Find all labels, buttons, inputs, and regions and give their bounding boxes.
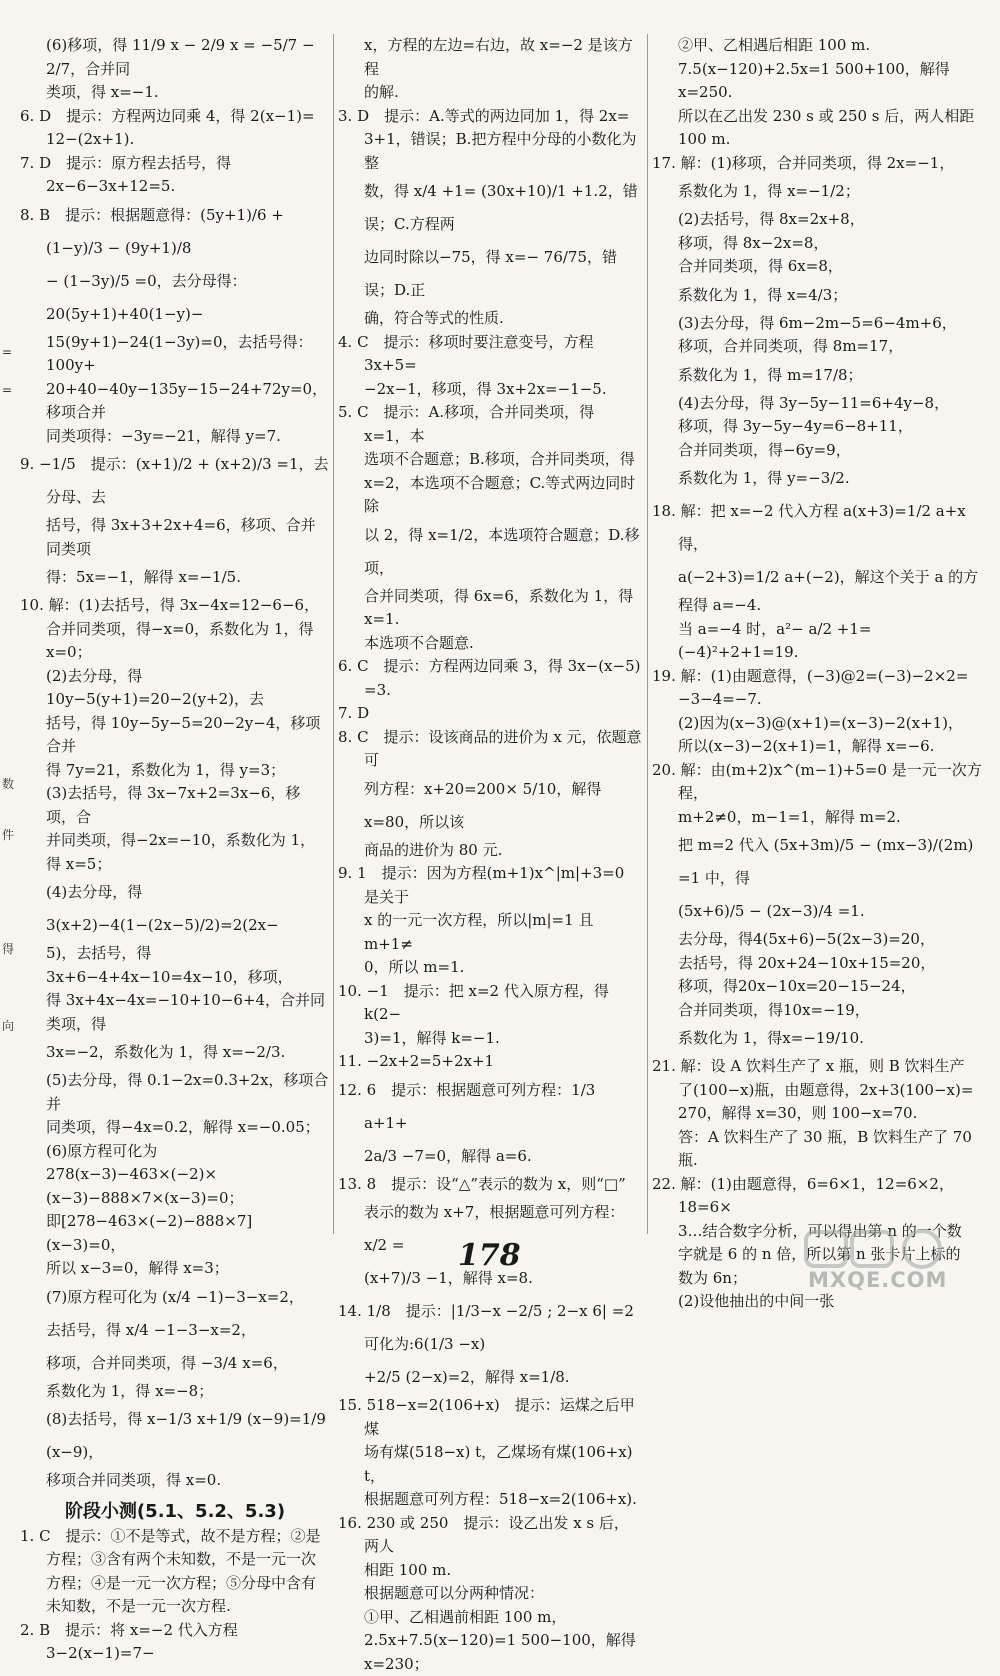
answer-line: (4)去分母，得 3y−5y−11=6+4y−8， xyxy=(678,393,950,412)
answer-line: 3x=−2，系数化为 1，得 x=−2/3. xyxy=(46,1043,286,1061)
answer-line: 得：5x=−1，解得 x=−1/5. xyxy=(46,568,241,586)
answer-line: (5x+6)/5 − (2x−3)/4 =1. xyxy=(678,902,865,920)
answer-line: 合并同类项，得10x=−19， xyxy=(678,1000,870,1019)
answer-line: 12−(2x+1). xyxy=(46,130,135,148)
answer-line: 7. D 提示：原方程去括号，得 2x−6−3x+12=5. xyxy=(20,153,232,195)
answer-line: −2x−1，移项，得 3x+2x=−1−5. xyxy=(364,379,607,398)
answer-line: 100 m. xyxy=(678,130,731,148)
answer-line: 即[278−463×(−2)−888×7](x−3)=0， xyxy=(46,1212,253,1254)
answer-line: 把 m=2 代入 (5x+3m)/5 − (mx−3)/(2m) =1 中，得 xyxy=(678,836,974,887)
column-lines xyxy=(20,34,330,1493)
answer-line: 并同类项，得−2x=−10，系数化为 1，得 x=5； xyxy=(46,831,316,873)
margin-mark: = xyxy=(2,345,13,359)
answer-line: 2. B 提示：将 x=−2 代入方程 3−2(x−1)=7− xyxy=(20,1620,238,1662)
answer-line: 答：A 饮料生产了 30 瓶，B 饮料生产了 70 瓶. xyxy=(678,1127,972,1169)
answer-line: 商品的进价为 80 元. xyxy=(364,840,503,859)
answer-line: 系数化为 1，得 x=−1/2； xyxy=(678,182,860,200)
margin-mark: 得 xyxy=(2,942,15,956)
answer-line: 场有煤(518−x) t，乙煤场有煤(106+x) t， xyxy=(364,1443,633,1485)
answer-line: 表示的数为 x+7，根据题意可列方程：x/2 = xyxy=(364,1203,625,1254)
answer-line: x=2，本选项不合题意；C.等式两边同时除 xyxy=(364,473,636,515)
answer-line: 270，解得 x=30，则 100−x=70. xyxy=(678,1104,918,1122)
answer-line: 合并同类项，得−6y=9， xyxy=(678,440,851,459)
answer-line: 未知数，不是一元一次方程. xyxy=(46,1597,231,1615)
answer-line: 所以(x−3)−2(x+1)=1，解得 x=−6. xyxy=(678,737,935,755)
answer-line: 9. 1 提示：因为方程(m+1)x^|m|+3=0 是关于 xyxy=(338,864,625,906)
answer-line: 字就是 6 的 n 倍，所以第 n 张卡片上标的 xyxy=(678,1245,961,1263)
answer-line: 3+1，错误；B.把方程中分母的小数化为整 xyxy=(364,130,637,172)
answer-line: 相距 100 m. xyxy=(364,1560,452,1579)
answer-line: 2.5x+7.5(x−120)=1 500−100，解得 x=230； xyxy=(364,1631,636,1673)
column-divider xyxy=(333,34,334,1234)
answer-line: 去分母，得4(5x+6)−5(2x−3)=20， xyxy=(678,930,935,948)
answer-line: 0，所以 m=1. xyxy=(364,958,465,976)
answer-line: − (1−3y)/5 =0，去分母得：20(5y+1)+40(1−y)− xyxy=(46,271,247,323)
answer-line: (6)移项，得 11/9 x − 2/9 x = −5/7 − 2/7，合并同 xyxy=(46,36,315,78)
answer-line: 7. D xyxy=(338,704,370,722)
answer-line: (x−3)−888×7×(x−3)=0； xyxy=(46,1188,244,1207)
answer-column-right xyxy=(652,34,982,1314)
answer-line: 2a/3 −7=0，解得 a=6. xyxy=(364,1146,532,1165)
answer-line: a(−2+3)=1/2 a+(−2)，解这个关于 a 的方 xyxy=(678,568,979,586)
answer-line: 同类项，得−4x=0.2，解得 x=−0.05； xyxy=(46,1118,320,1136)
answer-line: 方程；④是一元一次方程；⑤分母中含有 xyxy=(46,1573,317,1592)
answer-line: 合并同类项，得 6x=6，系数化为 1，得 x=1. xyxy=(364,586,634,628)
answer-line: 系数化为 1，得 x=−8； xyxy=(46,1381,214,1400)
answer-line: 14. 1/8 提示：|1/3−x −2/5 ; 2−x 6| =2 可化为:6(1/3 −x) xyxy=(338,1302,634,1353)
page-number: 178 xyxy=(458,1238,521,1273)
answer-line: 去括号，得 x/4 −1−3−x=2， xyxy=(46,1320,256,1339)
answer-line: 移项，合并同类项，得 −3/4 x=6， xyxy=(46,1353,288,1372)
answer-line: 数为 6n； xyxy=(678,1268,747,1287)
answer-line: ②甲、乙相遇后相距 100 m. xyxy=(678,36,871,54)
answer-line: 3. D 提示：A.等式的两边同加 1，得 2x= xyxy=(338,106,630,125)
answer-line: 20+40−40y−135y−15−24+72y=0，移项合并 xyxy=(46,379,328,421)
answer-line: 根据题意可列方程：518−x=2(106+x). xyxy=(364,1490,637,1508)
answer-line: =3. xyxy=(364,680,391,699)
answer-line: 11. −2x+2=5+2x+1 xyxy=(338,1052,495,1070)
answer-line: 13. 8 提示：设“△”表示的数为 x，则“□” xyxy=(338,1174,626,1193)
answer-line: (7)原方程可化为 (x/4 −1)−3−x=2， xyxy=(46,1287,304,1306)
column-divider xyxy=(647,34,648,1234)
answer-line: 系数化为 1，得 x=4/3； xyxy=(678,285,848,304)
answer-line: 数，得 x/4 +1= (30x+10)/1 +1.2，错误；C.方程两 xyxy=(364,182,638,233)
answer-line: 移项合并同类项，得 x=0. xyxy=(46,1471,222,1489)
margin-mark: 向 xyxy=(2,1019,15,1033)
answer-line: (4)去分母，得3(x+2)−4(1−(2x−5)/2)=2(2x− xyxy=(46,883,279,934)
answer-line: 22. 解：(1)由题意得，6=6×1，12=6×2，18=6× xyxy=(652,1174,954,1216)
answer-line: +2/5 (2−x)=2，解得 x=1/8. xyxy=(364,1368,570,1386)
answer-line: 确，符合等式的性质. xyxy=(364,309,504,327)
answer-line: 同类项得：−3y=−21，解得 y=7. xyxy=(46,426,281,445)
answer-line: −3−4=−7. xyxy=(678,690,762,708)
answer-line: 20. 解：由(m+2)x^(m−1)+5=0 是一元一次方程， xyxy=(652,760,982,802)
answer-line: 方程；③含有两个未知数，不是一元一次 xyxy=(46,1550,317,1568)
column-lines xyxy=(652,34,982,1314)
answer-line: 3)=1，解得 k=−1. xyxy=(364,1028,500,1047)
answer-line: (6)原方程可化为 278(x−3)−463×(−2)× xyxy=(46,1141,218,1183)
answer-line: 18. 解：把 x=−2 代入方程 a(x+3)=1/2 a+x得， xyxy=(652,502,966,553)
answer-line: 了(100−x)瓶，由题意得，2x+3(100−x)= xyxy=(678,1080,974,1099)
answer-line: 19. 解：(1)由题意得，(−3)@2=(−3)−2×2= xyxy=(652,666,969,685)
answer-line: 合并同类项，得−x=0，系数化为 1，得 x=0； xyxy=(46,619,314,661)
answer-line: 16. 230 或 250 提示：设乙出发 x s 后，两人 xyxy=(338,1513,629,1555)
answer-line: 12. 6 提示：根据题意可列方程：1/3 a+1+ xyxy=(338,1080,596,1132)
answer-column-left xyxy=(20,34,330,1666)
answer-line: (2)去括号，得 8x=2x+8， xyxy=(678,210,865,228)
answer-line: 5. C 提示：A.移项，合并同类项，得 x=1，本 xyxy=(338,403,595,445)
answer-line: 的解. xyxy=(364,83,399,101)
answer-line: 根据题意可以分两种情况： xyxy=(364,1584,545,1602)
answer-line: (2)因为(x−3)@(x+1)=(x−3)−2(x+1)， xyxy=(678,713,964,732)
answer-line: 列方程：x+20=200× 5/10，解得 x=80，所以该 xyxy=(364,779,602,831)
column-lines-b xyxy=(20,1525,330,1666)
answer-line: x 的一元一次方程，所以|m|=1 且 m+1≠ xyxy=(364,911,594,953)
answer-line: (3)去括号，得 3x−7x+2=3x−6，移项，合 xyxy=(46,784,301,826)
section-title: 阶段小测(5.1、5.2、5.3) xyxy=(64,1500,286,1522)
answer-line: 9. −1/5 提示：(x+1)/2 + (x+2)/3 =1，去分母、去 xyxy=(20,455,329,506)
answer-line: 1. C 提示：①不是等式，故不是方程；②是 xyxy=(20,1526,321,1545)
answer-line: 系数化为 1，得x=−19/10. xyxy=(678,1029,864,1047)
answer-line: 6. D 提示：方程两边同乘 4，得 2(x−1)= xyxy=(20,106,315,125)
answer-line: 17. 解：(1)移项，合并同类项，得 2x=−1， xyxy=(652,153,955,172)
answer-line: 5)，去括号，得 3x+6−4+4x−10=4x−10，移项， xyxy=(46,944,293,986)
answer-line: ①甲、乙相遇前相距 100 m， xyxy=(364,1607,567,1626)
margin-mark: = xyxy=(2,383,13,397)
answer-line: 合并同类项，得 6x=8， xyxy=(678,257,843,275)
answer-line: 6. C 提示：方程两边同乘 3，得 3x−(x−5) xyxy=(338,657,641,675)
answer-line: m+2≠0，m−1=1，解得 m=2. xyxy=(678,807,901,826)
column-lines xyxy=(338,34,643,1676)
answer-line: 选项不合题意；B.移项，合并同类项，得 xyxy=(364,450,635,468)
answer-line: 得 7y=21，系数化为 1，得 y=3； xyxy=(46,760,286,779)
answer-line: 所以在乙出发 230 s 或 250 s 后，两人相距 xyxy=(678,106,975,125)
answer-line: 所以 x−3=0，解得 x=3； xyxy=(46,1259,229,1277)
answer-line: 10. 解：(1)去括号，得 3x−4x=12−6−6， xyxy=(20,596,320,614)
answer-line: 边同时除以−75，得 x=− 76/75，错误；D.正 xyxy=(364,248,618,299)
answer-line: 3…结合数字分析，可以得出第 n 的一个数 xyxy=(678,1221,962,1240)
answer-line: 移项，得20x−10x=20−15−24， xyxy=(678,977,916,995)
answer-line: 本选项不合题意. xyxy=(364,633,474,652)
margin-mark: 数 xyxy=(2,777,15,791)
answer-line: 10. −1 提示：把 x=2 代入原方程，得 k(2− xyxy=(338,981,609,1023)
answer-line: x，方程的左边=右边，故 x=−2 是该方程 xyxy=(364,36,633,78)
answer-line: (x+7)/3 −1，解得 x=8. xyxy=(364,1269,533,1287)
answer-line: 系数化为 1，得 m=17/8； xyxy=(678,365,863,384)
answer-line: 程得 a=−4. xyxy=(678,596,762,614)
watermark-site: MXQE.COM xyxy=(808,1268,948,1292)
answer-line: 括号，得 3x+3+2x+4=6，移项、合并同类项 xyxy=(46,516,316,558)
answer-line: 得 3x+4x−4x=−10+10−6+4，合并同类项，得 xyxy=(46,991,326,1033)
answer-line: 系数化为 1，得 y=−3/2. xyxy=(678,469,850,487)
answer-line: (2)去分母，得 10y−5(y+1)=20−2(y+2)，去 xyxy=(46,666,265,708)
answer-line: (8)去括号，得 x−1/3 x+1/9 (x−9)=1/9 (x−9)， xyxy=(46,1410,326,1461)
answer-line: 移项，得 3y−5y−4y=6−8+11， xyxy=(678,417,913,435)
answer-line: 15(9y+1)−24(1−3y)=0，去括号得：100y+ xyxy=(46,332,313,374)
answer-line: (5)去分母，得 0.1−2x=0.3+2x，移项合并 xyxy=(46,1071,329,1113)
answer-line: 去括号，得 20x+24−10x+15=20， xyxy=(678,953,936,972)
margin-mark: 件 xyxy=(2,828,15,842)
answer-line: (3)去分母，得 6m−2m−5=6−4m+6， xyxy=(678,313,957,332)
answer-column-middle xyxy=(338,34,643,1676)
answer-line: 类项，得 x=−1. xyxy=(46,83,159,101)
answer-line: 移项，合并同类项，得 8m=17， xyxy=(678,337,904,355)
answer-line: 当 a=−4 时，a²− a/2 +1=(−4)²+2+1=19. xyxy=(678,619,872,661)
answer-line: 以 2，得 x=1/2，本选项符合题意；D.移项， xyxy=(364,525,640,577)
answer-line: 移项，得 8x−2x=8， xyxy=(678,233,829,252)
answer-line: 8. C 提示：设该商品的进价为 x 元，依题意可 xyxy=(338,727,642,769)
answer-line: 8. B 提示：根据题意得：(5y+1)/6 + (1−y)/3 − (9y+1)/8 xyxy=(20,205,284,257)
answer-line: 21. 解：设 A 饮料生产了 x 瓶，则 B 饮料生产 xyxy=(652,1057,965,1075)
answer-line: 4. C 提示：移项时要注意变号，方程 3x+5= xyxy=(338,332,594,374)
answer-line: 15. 518−x=2(106+x) 提示：运煤之后甲煤 xyxy=(338,1396,635,1438)
answer-line: 7.5(x−120)+2.5x=1 500+100，解得 x=250. xyxy=(678,59,950,101)
answer-line: (2)设他抽出的中间一张 xyxy=(678,1292,835,1310)
answer-line: 括号，得 10y−5y−5=20−2y−4，移项合并 xyxy=(46,713,321,755)
